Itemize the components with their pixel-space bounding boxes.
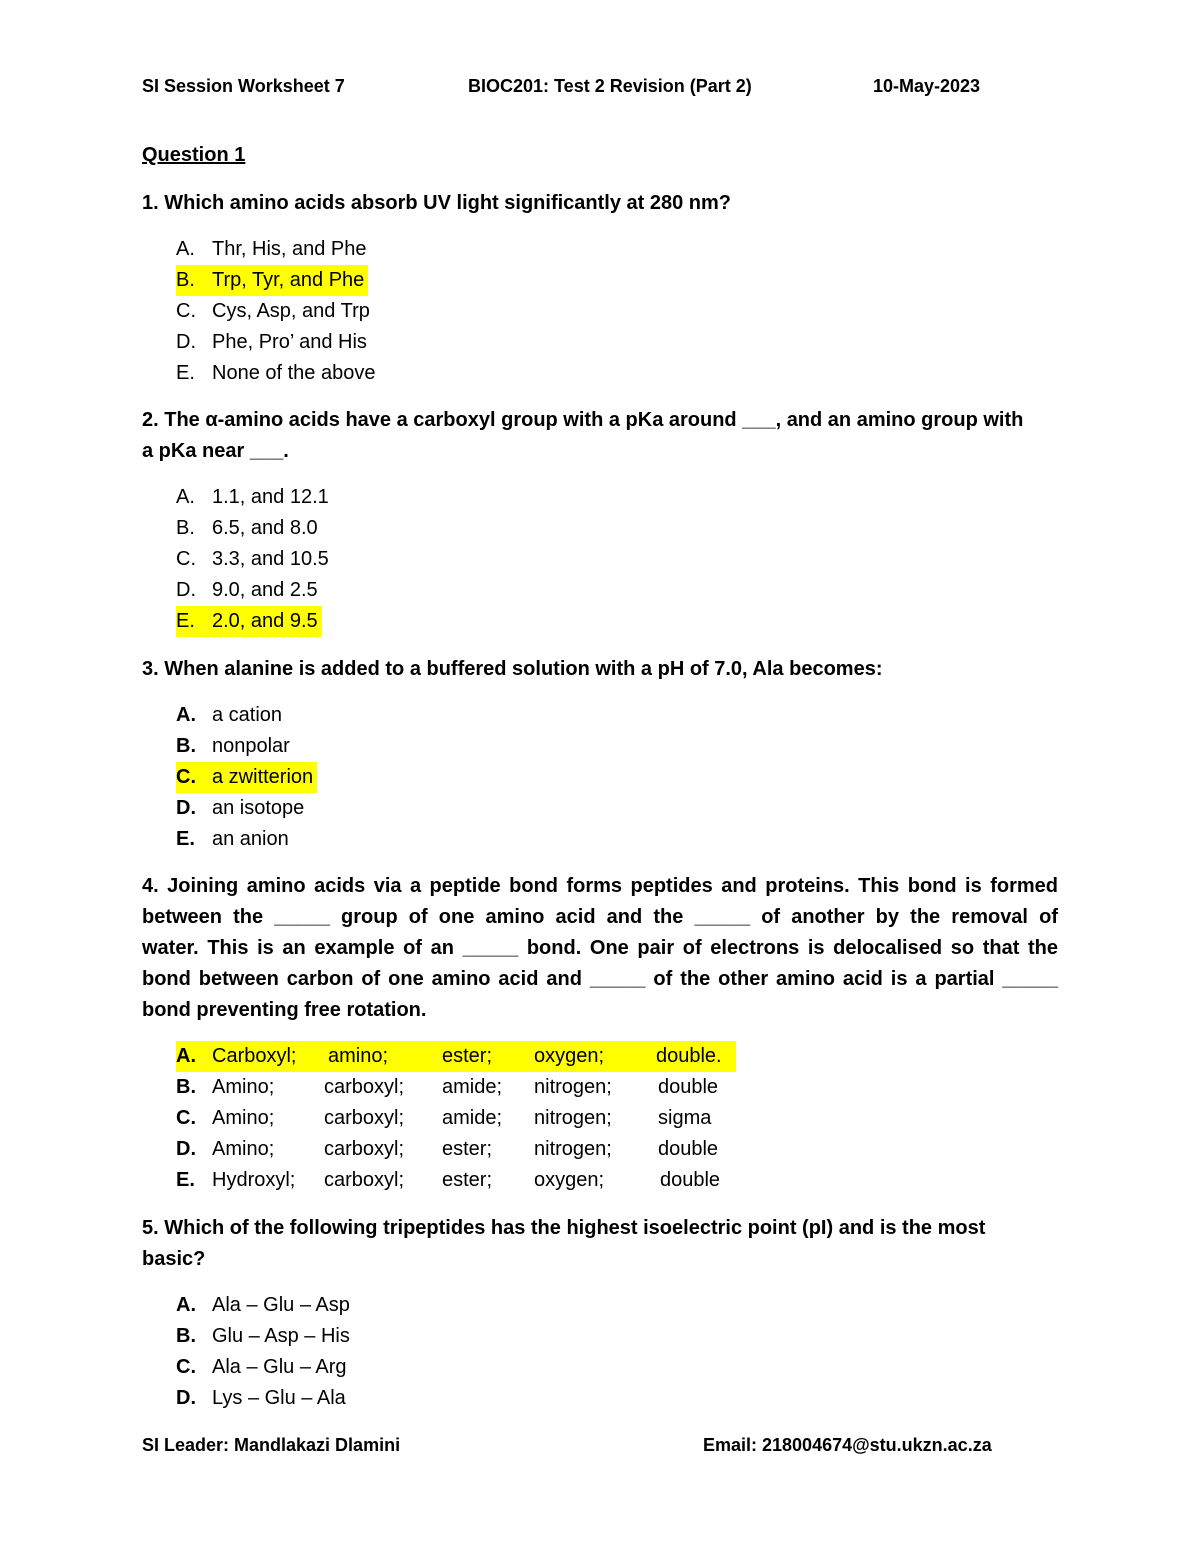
option-letter: C. <box>176 1356 196 1378</box>
option-4a <box>176 1041 736 1072</box>
answer-highlight <box>176 265 368 296</box>
option-3c <box>176 762 317 793</box>
option-col-1: Hydroxyl; <box>212 1169 296 1191</box>
option-col-2: carboxyl; <box>324 1138 405 1160</box>
option-5d <box>176 1383 350 1414</box>
option-col-5: double <box>658 1138 719 1160</box>
option-2c <box>176 544 329 575</box>
option-text: None of the above <box>212 362 376 384</box>
option-text: 9.0, and 2.5 <box>212 579 318 601</box>
option-letter: D. <box>176 1387 196 1409</box>
option-col-2: carboxyl; <box>324 1107 405 1129</box>
question-1-options <box>176 234 375 389</box>
option-2d <box>176 575 329 606</box>
header-course: BIOC201: Test 2 Revision (Part 2) <box>468 76 752 96</box>
option-col-3: ester; <box>442 1169 493 1191</box>
option-col-5: double <box>660 1169 721 1191</box>
question-4-stem-line-5: bond preventing free rotation. <box>142 999 427 1021</box>
option-letter: E. <box>176 828 195 850</box>
option-letter: E. <box>176 1169 195 1191</box>
option-col-4: nitrogen; <box>534 1076 612 1098</box>
option-text: an anion <box>212 828 289 850</box>
question-2-stem <box>142 405 1023 467</box>
option-1e <box>176 358 375 389</box>
option-5b <box>176 1321 350 1352</box>
option-text: Ala – Glu – Asp <box>212 1294 350 1316</box>
option-4e <box>176 1165 736 1196</box>
footer-email: Email: 218004674@stu.ukzn.ac.za <box>703 1435 992 1455</box>
option-text: a zwitterion <box>212 766 314 788</box>
question-4-options <box>176 1041 736 1196</box>
option-text: 1.1, and 12.1 <box>212 486 329 508</box>
option-letter: B. <box>176 1325 196 1347</box>
option-letter: A. <box>176 1294 196 1316</box>
option-text: 3.3, and 10.5 <box>212 548 329 570</box>
option-letter: A. <box>176 238 195 260</box>
answer-highlight <box>176 762 317 793</box>
option-letter: D. <box>176 331 196 353</box>
option-text: Phe, Pro’ and His <box>212 331 367 353</box>
option-col-1: Amino; <box>212 1138 275 1160</box>
answer-highlight <box>176 606 322 637</box>
option-letter: B. <box>176 735 196 757</box>
option-letter: C. <box>176 548 196 570</box>
section-title: Question 1 <box>142 144 246 166</box>
option-letter: A. <box>176 1045 196 1067</box>
option-col-4: oxygen; <box>534 1169 605 1191</box>
header-worksheet: SI Session Worksheet 7 <box>142 76 345 96</box>
option-letter: D. <box>176 579 196 601</box>
option-text: 6.5, and 8.0 <box>212 517 318 539</box>
question-2-options <box>176 482 329 637</box>
option-text: Lys – Glu – Ala <box>212 1387 346 1409</box>
option-letter: C. <box>176 300 196 322</box>
option-letter: E. <box>176 610 195 632</box>
option-letter: E. <box>176 362 195 384</box>
option-col-2: carboxyl; <box>324 1169 405 1191</box>
option-letter: A. <box>176 704 196 726</box>
option-4b <box>176 1072 736 1103</box>
option-col-4: nitrogen; <box>534 1138 612 1160</box>
footer-si-leader: SI Leader: Mandlakazi Dlamini <box>142 1435 401 1455</box>
question-5-stem-line-1: 5. Which of the following tripeptides has the highest isoelectric point (pI) and is the most <box>142 1217 986 1239</box>
option-col-3: amide; <box>442 1107 503 1129</box>
option-5a <box>176 1290 350 1321</box>
option-letter: C. <box>176 1107 196 1129</box>
question-4-stem-line-3: water. This is an example of an _____ bond. One pair of electrons is delocalised so that the <box>142 937 1058 959</box>
option-letter: B. <box>176 1076 196 1098</box>
option-col-3: amide; <box>442 1076 503 1098</box>
option-col-2: amino; <box>328 1045 389 1067</box>
option-3e <box>176 824 317 855</box>
option-2a <box>176 482 329 513</box>
option-col-1: Amino; <box>212 1076 275 1098</box>
option-col-2: carboxyl; <box>324 1076 405 1098</box>
question-2-stem-line-1: 2. The α-amino acids have a carboxyl group with a pKa around ___, and an amino group with <box>142 409 1024 431</box>
question-4-stem-line-1: 4. Joining amino acids via a peptide bond forms peptides and proteins. This bond is formed <box>142 875 1058 897</box>
option-1c <box>176 296 375 327</box>
option-1d <box>176 327 375 358</box>
question-4-stem-line-2: between the _____ group of one amino acid and the _____ of another by the removal of <box>142 906 1058 928</box>
question-4-stem-line-4: bond between carbon of one amino acid and _____ of the other amino acid is a partial _____ <box>142 968 1058 990</box>
option-text: Thr, His, and Phe <box>212 238 367 260</box>
option-text: 2.0, and 9.5 <box>212 610 318 632</box>
header-date: 10-May-2023 <box>873 76 981 96</box>
option-letter: D. <box>176 797 196 819</box>
option-2b <box>176 513 329 544</box>
option-text: Trp, Tyr, and Phe <box>212 269 365 291</box>
option-col-5: double <box>658 1076 719 1098</box>
option-3b <box>176 731 317 762</box>
option-col-4: oxygen; <box>534 1045 605 1067</box>
option-letter: D. <box>176 1138 196 1160</box>
option-col-5: sigma <box>658 1107 712 1129</box>
option-3a <box>176 700 317 731</box>
option-col-3: ester; <box>442 1045 493 1067</box>
question-1-stem: 1. Which amino acids absorb UV light significantly at 280 nm? <box>142 192 732 214</box>
option-letter: A. <box>176 486 195 508</box>
option-3d <box>176 793 317 824</box>
question-5-options <box>176 1290 350 1414</box>
option-col-3: ester; <box>442 1138 493 1160</box>
question-2-stem-line-2: a pKa near ___. <box>142 440 289 462</box>
question-3-stem: 3. When alanine is added to a buffered solution with a pH of 7.0, Ala becomes: <box>142 658 883 680</box>
option-1a <box>176 234 375 265</box>
option-5c <box>176 1352 350 1383</box>
option-letter: B. <box>176 517 195 539</box>
option-letter: B. <box>176 269 195 291</box>
question-5-stem <box>142 1213 985 1275</box>
option-4d <box>176 1134 736 1165</box>
question-4-stem <box>142 871 1058 1026</box>
option-col-4: nitrogen; <box>534 1107 612 1129</box>
option-4c <box>176 1103 736 1134</box>
option-text: a cation <box>212 704 283 726</box>
question-3-options <box>176 700 317 855</box>
option-text: Cys, Asp, and Trp <box>212 300 370 322</box>
option-letter: C. <box>176 766 196 788</box>
option-text: Glu – Asp – His <box>212 1325 350 1347</box>
option-1b <box>176 265 375 296</box>
option-col-1: Carboxyl; <box>212 1045 297 1067</box>
option-col-1: Amino; <box>212 1107 275 1129</box>
question-5-stem-line-2: basic? <box>142 1248 206 1270</box>
option-text: nonpolar <box>212 735 290 757</box>
option-text: an isotope <box>212 797 305 819</box>
option-col-5: double. <box>656 1045 722 1067</box>
option-2e <box>176 606 329 637</box>
option-text: Ala – Glu – Arg <box>212 1356 347 1378</box>
